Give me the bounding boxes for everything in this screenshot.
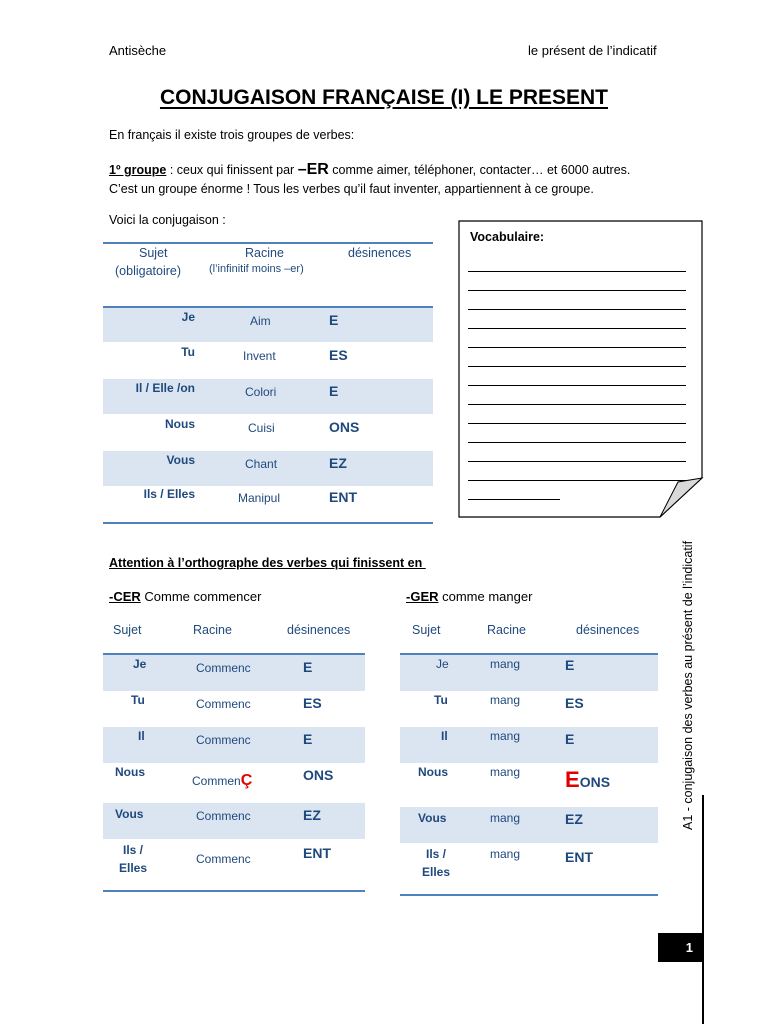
margin-rule xyxy=(702,795,704,1024)
table-rule xyxy=(103,522,433,524)
ger-table xyxy=(400,619,658,899)
writing-line xyxy=(468,328,686,329)
header-desinences: désinences xyxy=(287,623,351,637)
table-row: Il / Elle /on Colori E xyxy=(103,379,433,414)
page-title: CONJUGAISON FRANÇAISE (I) LE PRESENT xyxy=(159,86,609,109)
table-row: Nous CommenÇ ONS xyxy=(115,765,334,789)
table-row: Je Aim E xyxy=(103,308,433,342)
page-number: 1 xyxy=(658,933,704,962)
table-row: Je Commenc E xyxy=(103,655,365,691)
vocabulary-note xyxy=(458,220,702,517)
writing-line xyxy=(468,366,686,367)
writing-line xyxy=(468,423,686,424)
table-row: Je mang E xyxy=(400,655,658,691)
groupe1-label: 1º groupe xyxy=(109,163,167,177)
ger-heading: -GER comme manger xyxy=(406,589,533,604)
header-left: Antisèche xyxy=(109,43,167,58)
writing-line xyxy=(468,461,686,462)
table-row: Nous Cuisi ONS xyxy=(165,417,360,435)
groupe1-line2: C’est un groupe énorme ! Tous les verbes qu’il faut inventer, appartiennent à ce groupe. xyxy=(109,182,594,196)
racine-commen: CommenÇ xyxy=(192,772,253,789)
e-letter: E xyxy=(565,767,580,792)
header-desinences: désinences xyxy=(348,246,412,260)
header-sujet: Sujet xyxy=(113,623,142,637)
table-rule xyxy=(103,242,433,244)
writing-line xyxy=(468,347,686,348)
header-racine: Racine xyxy=(245,246,284,260)
groupe1-line1: 1º groupe : ceux qui finissent par –ER comme aimer, téléphoner, contacter… et 6000 autres. xyxy=(109,161,631,178)
header-sujet-note: (obligatoire) xyxy=(115,264,182,278)
vocabulary-title: Vocabulaire: xyxy=(470,230,545,244)
table-row: Vous Chant EZ xyxy=(103,451,433,486)
attention-heading: Attention à l’orthographe des verbes qui finissent en xyxy=(109,556,426,570)
main-conjugation-table xyxy=(103,242,433,525)
header-sujet: Sujet xyxy=(412,623,441,637)
table-row: Vous Commenc EZ xyxy=(103,803,365,839)
table-row: Ils / Elles mang ENT xyxy=(422,847,593,879)
cer-heading: -CER Comme commencer xyxy=(109,589,262,604)
table-rule xyxy=(103,890,365,892)
table-row: Tu Invent ES xyxy=(181,345,348,363)
writing-line xyxy=(468,271,686,272)
writing-line xyxy=(468,404,686,405)
voici-text: Voici la conjugaison : xyxy=(109,213,226,227)
side-caption: A1 - conjugaison des verbes au présent de l’indicatif xyxy=(681,540,695,830)
er-ending: –ER xyxy=(297,161,329,178)
desinence-eons: EONS xyxy=(565,767,611,792)
table-row: Nous mang EONS xyxy=(418,765,611,792)
writing-line xyxy=(468,480,686,481)
header-racine-note: (l’infinitif moins –er) xyxy=(209,263,304,275)
table-row: Tu Commenc ES xyxy=(131,693,322,711)
writing-line xyxy=(468,442,686,443)
table-row: Ils / Elles Manipul ENT xyxy=(143,487,357,505)
header-desinences: désinences xyxy=(576,623,640,637)
writing-line xyxy=(468,385,686,386)
header-right: le présent de l’indicatif xyxy=(528,43,657,58)
header-sujet: Sujet xyxy=(139,246,168,260)
header-racine: Racine xyxy=(193,623,232,637)
intro-text: En français il existe trois groupes de verbes: xyxy=(109,128,355,142)
header-racine: Racine xyxy=(487,623,526,637)
cer-table xyxy=(103,619,365,894)
table-row: Il Commenc E xyxy=(103,727,365,763)
table-rule xyxy=(400,894,658,896)
writing-line xyxy=(468,499,560,500)
cedilla-letter: Ç xyxy=(240,772,253,789)
note-paper-shape xyxy=(458,220,704,519)
table-row: Il mang E xyxy=(400,727,658,763)
writing-line xyxy=(468,309,686,310)
table-row: Ils / Elles Commenc ENT xyxy=(119,843,331,875)
table-row: Vous mang EZ xyxy=(400,807,658,843)
writing-line xyxy=(468,290,686,291)
table-row: Tu mang ES xyxy=(434,693,584,711)
